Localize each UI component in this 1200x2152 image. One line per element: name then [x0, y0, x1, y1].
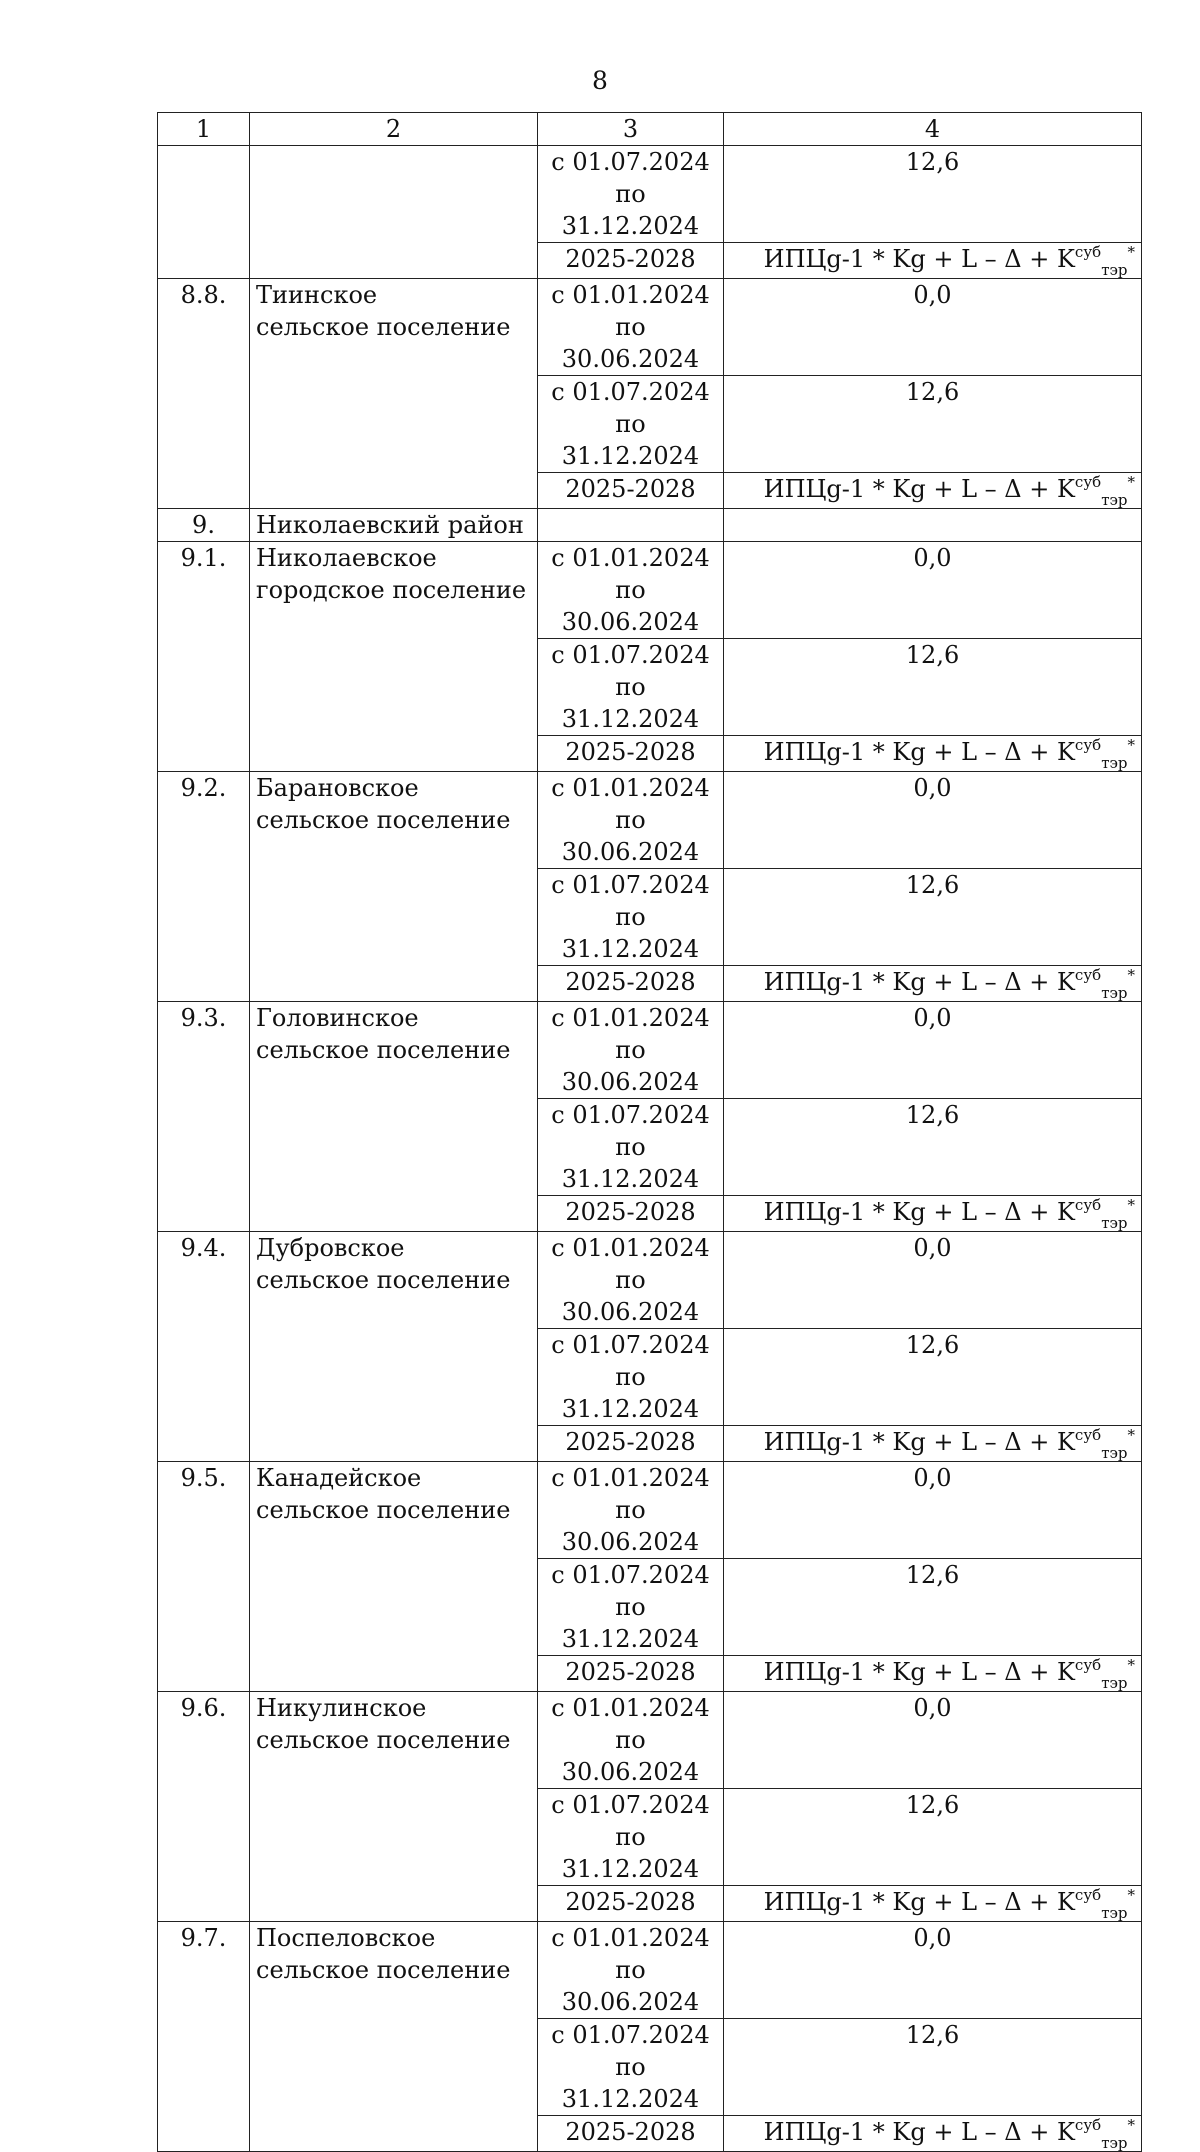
formula-cell [724, 2116, 1142, 2152]
period-from: с 01.07.2024 [551, 1331, 710, 1359]
formula-subscript: тэр [1101, 754, 1128, 772]
formula-cell [724, 473, 1142, 509]
formula-subscript: тэр [1101, 984, 1128, 1002]
period-to: по 31.12.2024 [561, 1133, 700, 1193]
value-cell: 12,6 [724, 639, 1142, 736]
value-cell: 12,6 [724, 146, 1142, 243]
formula-cell [724, 1196, 1142, 1232]
column-header-1: 1 [158, 113, 250, 146]
period-cell [538, 1329, 724, 1426]
formula-star: * [1127, 1426, 1135, 1444]
settlement-name: Тиинское [256, 281, 378, 309]
formula-star: * [1127, 736, 1135, 754]
period-cell [538, 509, 724, 542]
formula-superscript: суб [1074, 473, 1102, 491]
settlement-name: Дубровское [256, 1234, 405, 1262]
value-cell: 0,0 [724, 1002, 1142, 1099]
period-cell [538, 542, 724, 639]
value-cell: 0,0 [724, 772, 1142, 869]
table-row [158, 1232, 1142, 1329]
row-number-cell: 9.2. [158, 772, 250, 1002]
formula-subscript: тэр [1101, 1444, 1128, 1462]
formula-base: ИПЦg-1 * Kg + L – Δ + K [763, 738, 1075, 766]
formula-superscript: суб [1074, 1426, 1102, 1444]
period-to: по 31.12.2024 [561, 1823, 700, 1883]
formula-star: * [1127, 1886, 1135, 1904]
table-row [158, 1462, 1142, 1559]
settlement-name: Поспеловское [256, 1924, 436, 1952]
period-to: по 31.12.2024 [561, 180, 700, 240]
period-from: с 01.01.2024 [551, 281, 710, 309]
settlement-type: сельское поселение [256, 313, 511, 341]
formula-star: * [1127, 1196, 1135, 1214]
value-cell: 0,0 [724, 279, 1142, 376]
formula-superscript: суб [1074, 2116, 1102, 2134]
formula-base: ИПЦg-1 * Kg + L – Δ + K [763, 1198, 1075, 1226]
period-long-cell: 2025-2028 [538, 736, 724, 772]
period-cell [538, 279, 724, 376]
settlement-type: сельское поселение [256, 1036, 511, 1064]
table-row [158, 1922, 1142, 2019]
formula-star: * [1127, 1656, 1135, 1674]
formula-base: ИПЦg-1 * Kg + L – Δ + K [763, 1658, 1075, 1686]
table-row [158, 146, 1142, 243]
period-cell [538, 1099, 724, 1196]
column-header-2: 2 [250, 113, 538, 146]
period-to: по 31.12.2024 [561, 673, 700, 733]
period-cell [538, 2019, 724, 2116]
formula-superscript: суб [1074, 243, 1102, 261]
period-to: по 30.06.2024 [561, 1266, 700, 1326]
tariff-table [157, 112, 1142, 2152]
period-from: с 01.01.2024 [551, 1004, 710, 1032]
row-number-cell: 9. [158, 509, 250, 542]
period-cell [538, 639, 724, 736]
period-to: по 31.12.2024 [561, 903, 700, 963]
formula-star: * [1127, 966, 1135, 984]
period-to: по 30.06.2024 [561, 1726, 700, 1786]
period-from: с 01.07.2024 [551, 871, 710, 899]
formula-subscript: тэр [1101, 1904, 1128, 1922]
table-row [158, 1692, 1142, 1789]
formula-superscript: суб [1074, 736, 1102, 754]
row-number-cell: 9.3. [158, 1002, 250, 1232]
period-to: по 31.12.2024 [561, 410, 700, 470]
formula-subscript: тэр [1101, 1674, 1128, 1692]
formula-superscript: суб [1074, 1196, 1102, 1214]
period-long-cell: 2025-2028 [538, 2116, 724, 2152]
formula-cell [724, 1426, 1142, 1462]
formula-subscript: тэр [1101, 2134, 1128, 2152]
formula-superscript: суб [1074, 966, 1102, 984]
value-cell: 12,6 [724, 376, 1142, 473]
period-from: с 01.07.2024 [551, 2021, 710, 2049]
row-number-cell: 9.5. [158, 1462, 250, 1692]
period-to: по 31.12.2024 [561, 1593, 700, 1653]
settlement-cell [250, 1002, 538, 1232]
period-from: с 01.07.2024 [551, 148, 710, 176]
period-from: с 01.01.2024 [551, 1694, 710, 1722]
period-cell [538, 1462, 724, 1559]
formula-cell [724, 1886, 1142, 1922]
formula-cell [724, 243, 1142, 279]
period-cell [538, 376, 724, 473]
period-from: с 01.07.2024 [551, 1561, 710, 1589]
period-to: по 31.12.2024 [561, 1363, 700, 1423]
value-cell: 12,6 [724, 869, 1142, 966]
formula-cell [724, 736, 1142, 772]
value-cell: 12,6 [724, 1099, 1142, 1196]
period-to: по 30.06.2024 [561, 1036, 700, 1096]
formula-base: ИПЦg-1 * Kg + L – Δ + K [763, 1888, 1075, 1916]
period-long-cell: 2025-2028 [538, 966, 724, 1002]
formula-superscript: суб [1074, 1656, 1102, 1674]
period-from: с 01.07.2024 [551, 1101, 710, 1129]
formula-cell [724, 966, 1142, 1002]
settlement-name: Барановское [256, 774, 419, 802]
formula-base: ИПЦg-1 * Kg + L – Δ + K [763, 475, 1075, 503]
value-cell: 0,0 [724, 1692, 1142, 1789]
settlement-name: Никулинское [256, 1694, 427, 1722]
period-long-cell: 2025-2028 [538, 473, 724, 509]
period-long-cell: 2025-2028 [538, 1886, 724, 1922]
row-number-cell: 8.8. [158, 279, 250, 509]
settlement-cell [250, 1232, 538, 1462]
period-to: по 30.06.2024 [561, 313, 700, 373]
row-number-cell [158, 146, 250, 279]
settlement-cell [250, 772, 538, 1002]
period-from: с 01.01.2024 [551, 1234, 710, 1262]
period-long-cell: 2025-2028 [538, 243, 724, 279]
period-from: с 01.07.2024 [551, 378, 710, 406]
period-to: по 30.06.2024 [561, 1496, 700, 1556]
settlement-cell [250, 279, 538, 509]
period-cell [538, 146, 724, 243]
period-cell [538, 1922, 724, 2019]
period-long-cell: 2025-2028 [538, 1426, 724, 1462]
table-row [158, 542, 1142, 639]
period-from: с 01.01.2024 [551, 774, 710, 802]
value-cell: 0,0 [724, 1232, 1142, 1329]
period-to: по 31.12.2024 [561, 2053, 700, 2113]
row-number-cell: 9.7. [158, 1922, 250, 2152]
settlement-type: сельское поселение [256, 806, 511, 834]
period-from: с 01.07.2024 [551, 1791, 710, 1819]
row-number-cell: 9.6. [158, 1692, 250, 1922]
table-row [158, 1002, 1142, 1099]
period-cell [538, 1232, 724, 1329]
value-cell: 12,6 [724, 1559, 1142, 1656]
period-cell [538, 1002, 724, 1099]
formula-subscript: тэр [1101, 491, 1128, 509]
period-cell [538, 772, 724, 869]
value-cell: 12,6 [724, 1789, 1142, 1886]
period-to: по 30.06.2024 [561, 806, 700, 866]
district-name-cell: Николаевский район [250, 509, 538, 542]
settlement-name: Николаевское [256, 544, 437, 572]
period-to: по 30.06.2024 [561, 576, 700, 636]
formula-subscript: тэр [1101, 1214, 1128, 1232]
value-cell: 0,0 [724, 542, 1142, 639]
settlement-type: сельское поселение [256, 1956, 511, 1984]
settlement-cell [250, 1462, 538, 1692]
table-row [158, 772, 1142, 869]
formula-cell [724, 1656, 1142, 1692]
settlement-cell [250, 1692, 538, 1922]
period-cell [538, 1559, 724, 1656]
settlement-type: городское поселение [256, 576, 527, 604]
period-to: по 30.06.2024 [561, 1956, 700, 2016]
period-cell [538, 1692, 724, 1789]
period-from: с 01.01.2024 [551, 544, 710, 572]
formula-base: ИПЦg-1 * Kg + L – Δ + K [763, 245, 1075, 273]
formula-base: ИПЦg-1 * Kg + L – Δ + K [763, 1428, 1075, 1456]
formula-base: ИПЦg-1 * Kg + L – Δ + K [763, 2118, 1075, 2146]
period-cell [538, 1789, 724, 1886]
period-long-cell: 2025-2028 [538, 1656, 724, 1692]
column-header-4: 4 [724, 113, 1142, 146]
period-long-cell: 2025-2028 [538, 1196, 724, 1232]
period-from: с 01.01.2024 [551, 1924, 710, 1952]
settlement-type: сельское поселение [256, 1496, 511, 1524]
settlement-cell [250, 146, 538, 279]
period-from: с 01.01.2024 [551, 1464, 710, 1492]
row-number-cell: 9.1. [158, 542, 250, 772]
district-row [158, 509, 1142, 542]
value-cell [724, 509, 1142, 542]
value-cell: 12,6 [724, 2019, 1142, 2116]
formula-star: * [1127, 2116, 1135, 2134]
value-cell: 0,0 [724, 1462, 1142, 1559]
value-cell: 12,6 [724, 1329, 1142, 1426]
settlement-cell [250, 1922, 538, 2152]
settlement-name: Канадейское [256, 1464, 422, 1492]
settlement-type: сельское поселение [256, 1266, 511, 1294]
row-number-cell: 9.4. [158, 1232, 250, 1462]
settlement-type: сельское поселение [256, 1726, 511, 1754]
formula-subscript: тэр [1101, 261, 1128, 279]
period-from: с 01.07.2024 [551, 641, 710, 669]
header-row [158, 113, 1142, 146]
formula-star: * [1127, 473, 1135, 491]
formula-star: * [1127, 243, 1135, 261]
period-cell [538, 869, 724, 966]
formula-base: ИПЦg-1 * Kg + L – Δ + K [763, 968, 1075, 996]
table-row [158, 279, 1142, 376]
settlement-name: Головинское [256, 1004, 419, 1032]
settlement-cell [250, 542, 538, 772]
table-body [158, 146, 1142, 2152]
page-number: 8 [592, 66, 608, 95]
formula-superscript: суб [1074, 1886, 1102, 1904]
column-header-3: 3 [538, 113, 724, 146]
value-cell: 0,0 [724, 1922, 1142, 2019]
